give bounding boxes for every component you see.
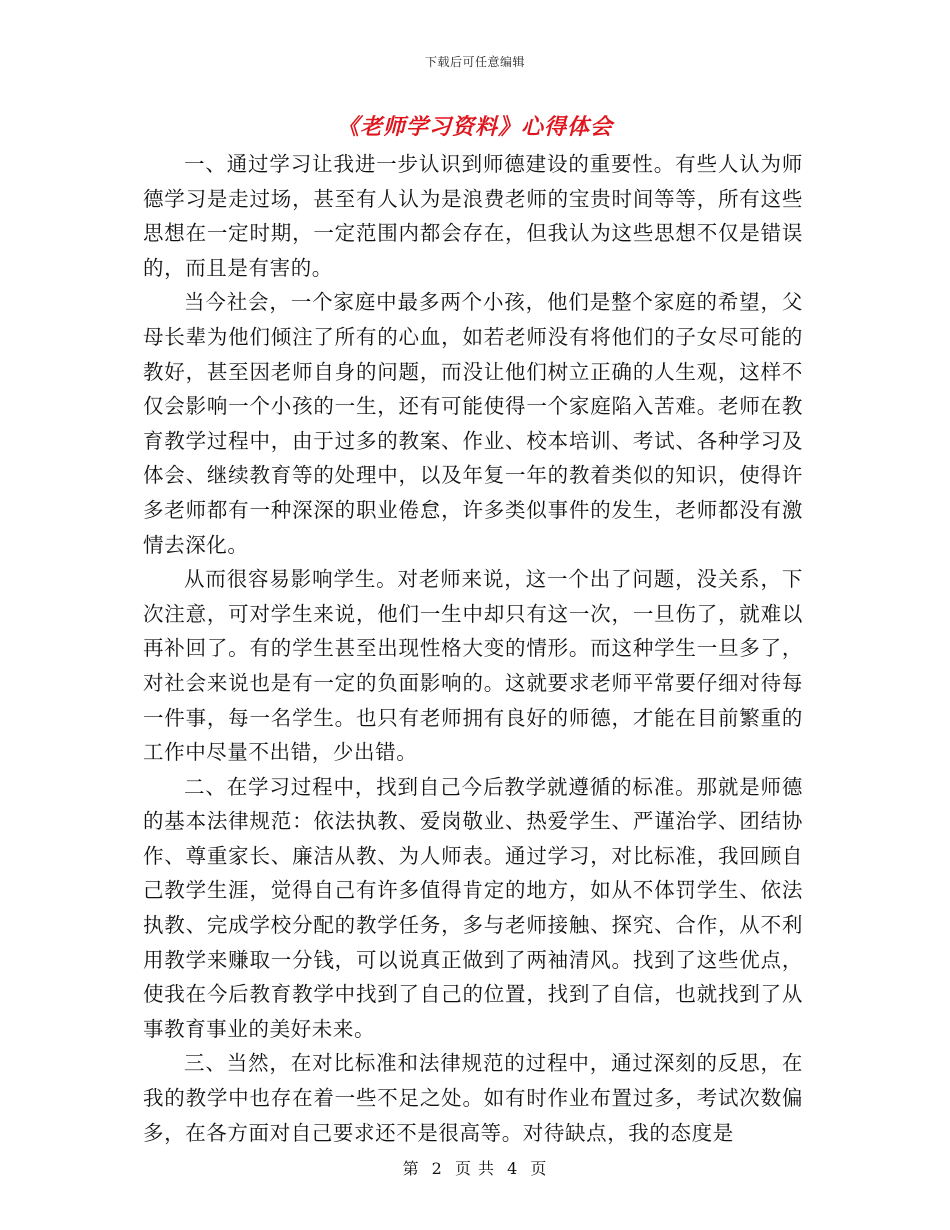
paragraph-1: 一、通过学习让我进一步认识到师德建设的重要性。有些人认为师德学习是走过场，甚至有人认为是浪费老师的宝贵时间等等，所有这些思想在一定时期，一定范围内都会存在，但我认为这些思想不仅是错误的，而且是有害的。 (143, 152, 803, 280)
page-prefix: 第 (402, 1159, 420, 1178)
page-suffix: 页 (530, 1159, 548, 1178)
document-title: 《老师学习资料》心得体会 (336, 114, 613, 140)
header-note: 下载后可任意编辑 (424, 55, 525, 69)
paragraph-4: 二、在学习过程中，找到自己今后教学就遵循的标准。那就是师德的基本法律规范：依法执教、爱岗敬业、热爱学生、严谨治学、团结协作、尊重家长、廉洁从教、为人师表。通过学习，对比标准，我回顾自己教学生涯，觉得自己有许多值得肯定的地方，如从不体罚学生、依法执教、完成学校分配的教学任务，多与老师接触、探究、合作，从不利用教学来赚取一分钱，可以说真正做到了两袖清风。找到了这些优点，使我在今后教育教学中找到了自己的位置，找到了自信，也就找到了从事教育事业的美好未来。 (143, 774, 803, 1041)
document-body (143, 147, 803, 1150)
page-footer (0, 1156, 950, 1179)
paragraph-3: 从而很容易影响学生。对老师来说，这一个出了问题，没关系，下次注意，可对学生来说，他们一生中却只有这一次，一旦伤了，就难以再补回了。有的学生甚至出现性格大变的情形。而这种学生一旦多了，对社会来说也是有一定的负面影响的。这就要求老师平常要仔细对待每一件事，每一名学生。也只有老师拥有良好的师德，才能在目前繁重的工作中尽量不出错，少出错。 (143, 567, 803, 765)
total-page-number: 4 (507, 1159, 519, 1178)
paragraph-2: 当今社会，一个家庭中最多两个小孩，他们是整个家庭的希望，父母长辈为他们倾注了所有的心血，如若老师没有将他们的子女尽可能的教好，甚至因老师自身的问题，而没让他们树立正确的人生观，这样不仅会影响一个小孩的一生，还有可能使得一个家庭陷入苦难。老师在教育教学过程中，由于过多的教案、作业、校本培训、考试、各种学习及体会、继续教育等的处理中，以及年复一年的教着类似的知识，使得许多老师都有一种深深的职业倦怠，许多类似事件的发生，老师都没有激情去深化。 (143, 290, 803, 557)
paragraph-5: 三、当然，在对比标准和法律规范的过程中，通过深刻的反思，在我的教学中也存在着一些不足之处。如有时作业布置过多，考试次数偏多，在各方面对自己要求还不是很高等。对待缺点，我的态度是 (143, 1051, 803, 1145)
page-mid: 页 共 (454, 1159, 496, 1178)
current-page-number: 2 (431, 1159, 443, 1178)
